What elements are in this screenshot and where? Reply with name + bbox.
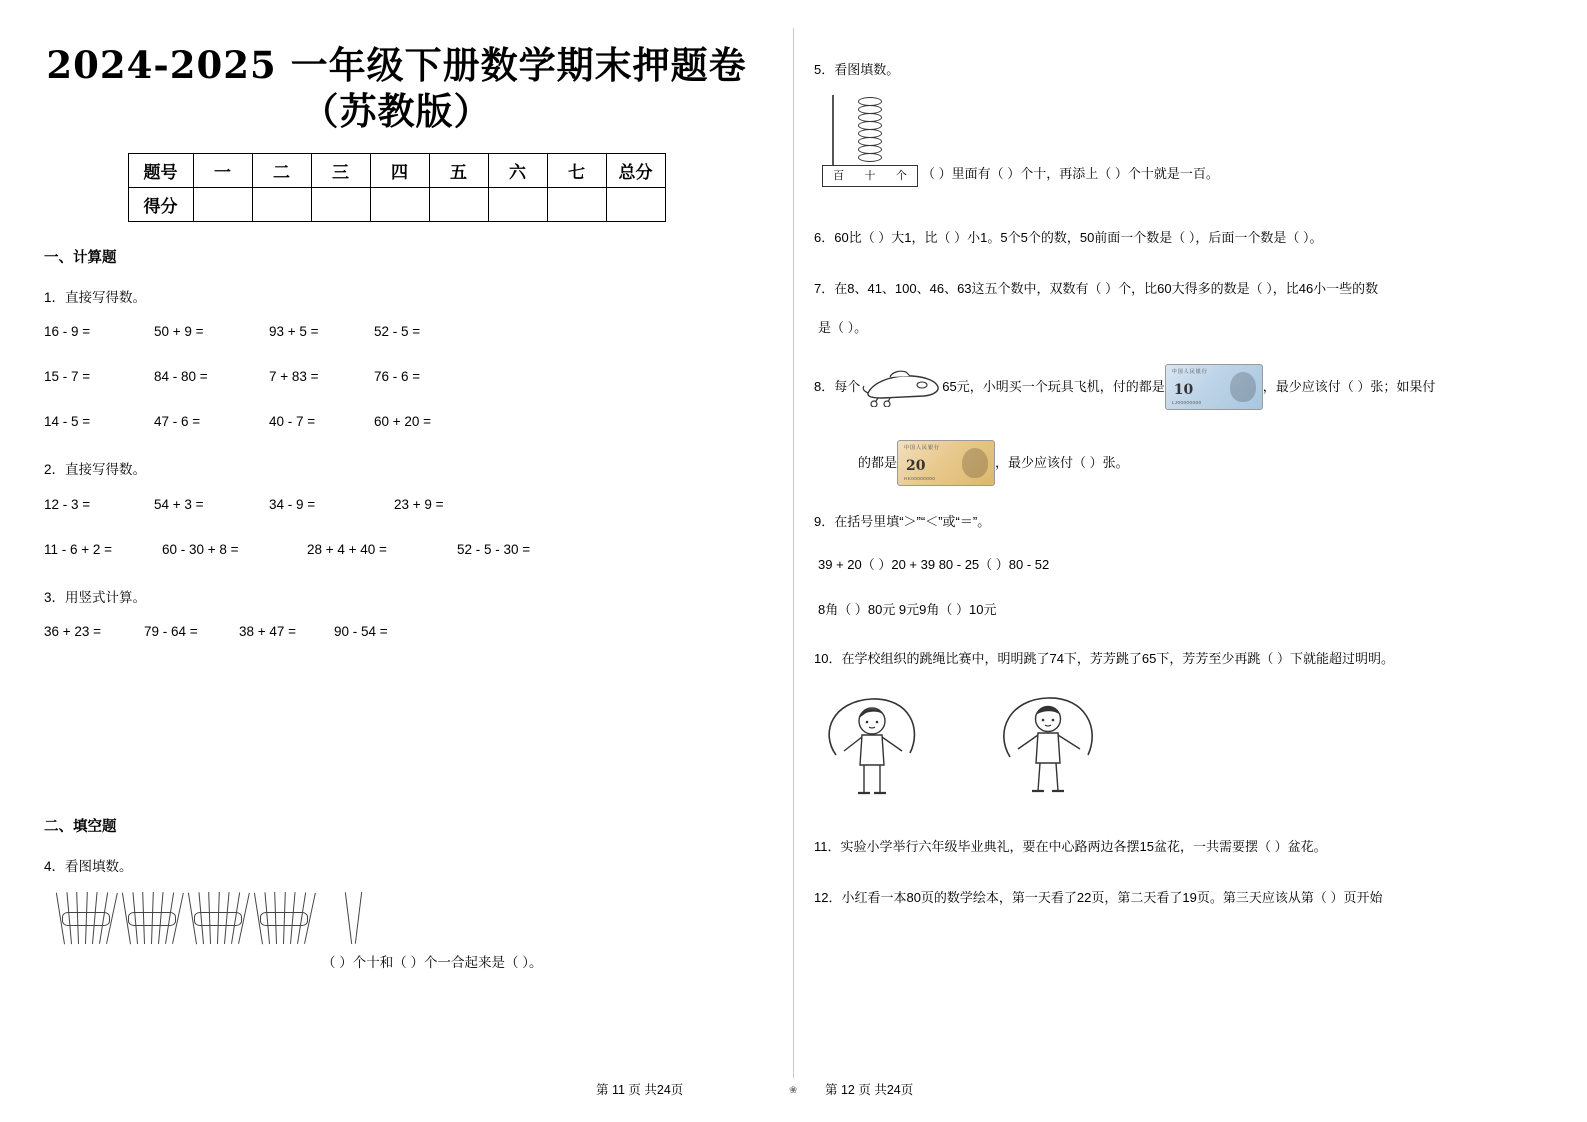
question-8-suffix[interactable]: ，最少应该付（ ）张；如果付	[1262, 379, 1436, 395]
expression: 90 - 54 =	[334, 624, 388, 640]
score-header-cell: 三	[311, 153, 370, 187]
question-8-line2-suffix[interactable]: ，最少应该付（ ）张。	[995, 455, 1129, 471]
expression: 15 - 7 =	[44, 369, 91, 385]
question-4-label: 4．看图填数。	[44, 859, 133, 875]
jump-rope-illustration	[814, 685, 1587, 815]
question-8-mid: 65元，小明买一个玩具飞机，付的都是	[942, 379, 1165, 395]
left-page-column	[0, 0, 793, 1122]
question-9-label: 9．在括号里填“＞”“＜”或“＝”。	[814, 514, 991, 530]
score-blank-cell[interactable]	[429, 187, 488, 221]
expression: 79 - 64 =	[144, 624, 198, 640]
banknote-portrait	[1230, 372, 1256, 402]
banknote-20-yuan-icon	[897, 440, 995, 486]
score-blank-cell[interactable]	[547, 187, 606, 221]
question-1-row	[44, 369, 793, 384]
score-header-cell: 六	[488, 153, 547, 187]
stick-bundle-icon	[258, 892, 310, 948]
score-blank-cell[interactable]	[606, 187, 665, 221]
question-8-line1	[814, 364, 1553, 410]
expression: 52 - 5 =	[374, 324, 421, 340]
score-header-cell: 一	[193, 153, 252, 187]
footer-ornament-icon: ❀	[789, 1085, 798, 1096]
abacus-label-hundreds: 百	[833, 168, 845, 182]
question-3-label: 3．用竖式计算。	[44, 589, 147, 605]
page-title	[0, 0, 793, 135]
question-5-answer-line[interactable]: （ ）里面有（ ）个十，再添上（ ）个十就是一百。	[922, 165, 1219, 181]
expression: 60 - 30 + 8 =	[162, 541, 239, 557]
banknote-denomination: 20	[906, 457, 926, 474]
question-8-line2-prefix: 的都是	[858, 455, 898, 471]
stick-bundle-icon	[192, 892, 244, 948]
girl-jumping-rope-icon	[814, 685, 934, 815]
question-1-label: 1．直接写得数。	[44, 289, 147, 305]
score-header-cell: 四	[370, 153, 429, 187]
question-2-row	[44, 497, 793, 512]
page-title-line2: （苏教版）	[301, 89, 492, 134]
score-header-cell: 二	[252, 153, 311, 187]
stick-bundle-icon	[126, 892, 178, 948]
footer-page-number-right: 第 12 页 共24页	[825, 1083, 914, 1097]
banknote-bank-name: 中国人民银行	[904, 445, 941, 452]
question-1-row	[44, 324, 793, 339]
expression: 50 + 9 =	[154, 324, 204, 340]
score-blank-cell[interactable]	[193, 187, 252, 221]
abacus-label-tens: 十	[864, 168, 876, 182]
footer-page-number-left: 第 11 页 共24页	[596, 1083, 684, 1097]
score-blank-cell[interactable]	[252, 187, 311, 221]
expression: 16 - 9 =	[44, 324, 91, 340]
expression: 12 - 3 =	[44, 496, 91, 512]
question-9-line1[interactable]: 39 + 20（ ）20 + 39 80 - 25（ ）80 - 52	[818, 557, 1050, 573]
score-blank-cell[interactable]	[311, 187, 370, 221]
expression: 7 + 83 =	[269, 369, 319, 385]
expression: 76 - 6 =	[374, 369, 421, 385]
expression: 93 + 5 =	[269, 324, 319, 340]
score-table-wrap	[0, 153, 793, 222]
expression: 52 - 5 - 30 =	[457, 541, 531, 557]
score-header-cell: 总分	[606, 153, 665, 187]
question-2-row	[44, 542, 793, 557]
section-heading-calculation: 一、计算题	[44, 249, 117, 266]
score-header-cell: 题号	[128, 153, 193, 187]
abacus-rod	[832, 95, 834, 165]
banknote-denomination: 10	[1173, 381, 1194, 398]
airplane-icon	[860, 367, 942, 407]
expression: 38 + 47 =	[239, 624, 297, 640]
question-1-row	[44, 414, 793, 429]
question-11[interactable]: 11．实验小学举行六年级毕业典礼，要在中心路两边各摆15盆花，一共需要摆（ ）盆花。	[814, 839, 1327, 855]
question-4-answer-line[interactable]: （ ）个十和（ ）个一合起来是（ ）。	[322, 954, 543, 970]
banknote-bank-name: 中国人民银行	[1171, 369, 1208, 376]
expression: 11 - 6 + 2 =	[44, 541, 113, 557]
single-stick-icon	[342, 892, 368, 948]
question-10[interactable]: 10．在学校组织的跳绳比赛中，明明跳了74下，芳芳跳了65下，芳芳至少再跳（ ）下就能超过明明。	[814, 650, 1394, 666]
stick-bundle-icon	[60, 892, 112, 948]
expression: 60 + 20 =	[374, 414, 432, 430]
expression: 34 - 9 =	[269, 496, 316, 512]
question-8-prefix: 8．每个	[814, 379, 861, 395]
expression: 14 - 5 =	[44, 414, 91, 430]
question-2-label: 2．直接写得数。	[44, 462, 147, 478]
expression: 47 - 6 =	[154, 414, 201, 430]
question-12[interactable]: 12．小红看一本80页的数学绘本，第一天看了22页，第二天看了19页。第三天应该从第（ ）页开始	[814, 889, 1383, 905]
sticks-illustration	[60, 892, 793, 948]
question-8-line2	[814, 440, 1553, 486]
question-7-line2[interactable]: 是（ ）。	[818, 319, 868, 335]
expression: 40 - 7 =	[269, 414, 316, 430]
table-row	[128, 153, 665, 187]
question-5-label: 5．看图填数。	[814, 62, 900, 77]
question-3-row	[44, 624, 793, 639]
expression: 23 + 9 =	[394, 496, 444, 512]
banknote-portrait	[962, 448, 988, 478]
expression: 28 + 4 + 40 =	[307, 541, 387, 557]
score-header-cell: 五	[429, 153, 488, 187]
expression: 84 - 80 =	[154, 369, 208, 385]
score-label-cell: 得分	[128, 187, 193, 221]
section-heading-fill-blank: 二、填空题	[44, 819, 117, 836]
right-page-column	[794, 0, 1587, 1122]
banknote-serial: LJ00000000	[1171, 399, 1202, 405]
score-header-cell: 七	[547, 153, 606, 187]
score-blank-cell[interactable]	[370, 187, 429, 221]
banknote-serial: HK00000000	[904, 475, 936, 481]
boy-jumping-rope-icon	[990, 685, 1110, 815]
question-9-line2[interactable]: 8角（ ）80元 9元9角（ ）10元	[818, 601, 997, 617]
table-row	[128, 187, 665, 221]
expression: 54 + 3 =	[154, 496, 204, 512]
score-blank-cell[interactable]	[488, 187, 547, 221]
score-table	[128, 153, 666, 222]
abacus-place-labels	[822, 165, 918, 187]
abacus-label-ones: 个	[895, 168, 907, 182]
question-7-line1[interactable]: 7．在8、41、100、46、63这五个数中，双数有（ ）个，比60大得多的数是（ ），比46小一些的数	[814, 281, 1379, 297]
banknote-10-yuan-icon	[1165, 364, 1263, 410]
abacus-illustration	[822, 93, 918, 188]
question-6[interactable]: 6．60比（ ）大1，比（ ）小1。5个5个的数，50前面一个数是（ ），后面一个数是（ ）。	[814, 230, 1323, 246]
expression: 36 + 23 =	[44, 624, 102, 640]
abacus-beads	[858, 93, 880, 165]
page-title-line1: 2024-2025 一年级下册数学期末押题卷	[46, 43, 747, 87]
